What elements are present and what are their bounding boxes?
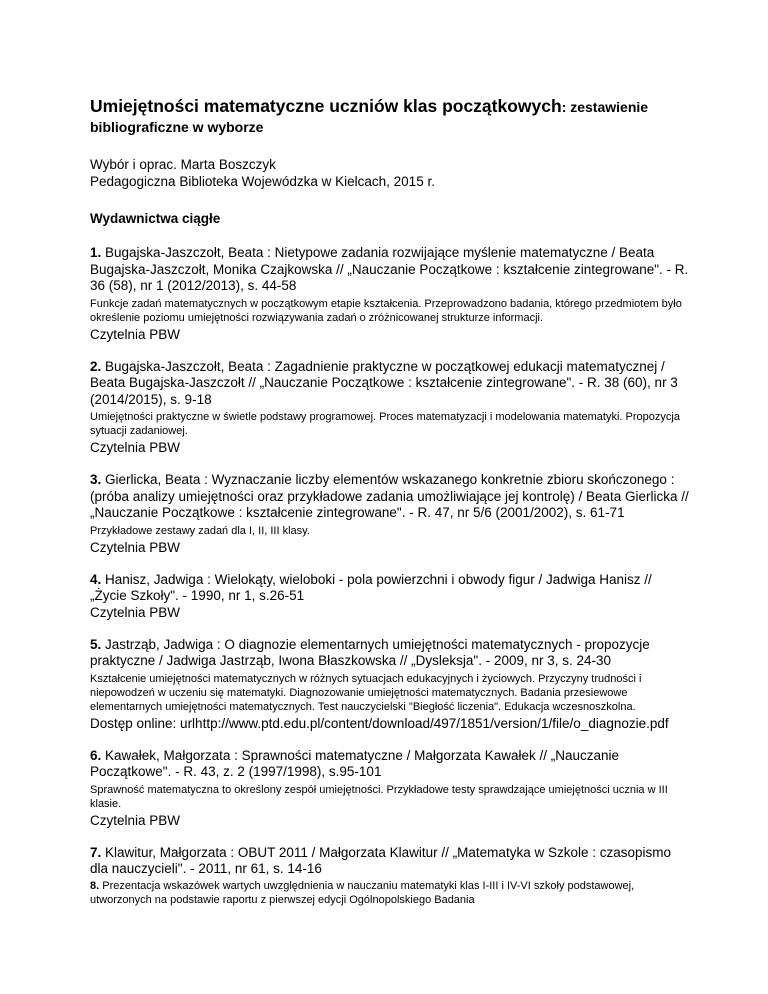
entry-citation	[90, 245, 690, 295]
entry-annotation: Kształcenie umiejętności matematycznych w różnych sytuacjach edukacyjnych i życiowych. Przyczyny trudności i niepowodzeń w uczeniu się matematyki. Diagnozowanie umiejętności matematycznych. Badania przesiewowe elementarnych umiejętności matematycznych. Test nauczycielski "Biegłość liczenia". Edukacja wczesnoszkolna.	[90, 672, 642, 713]
entry-citation	[90, 748, 690, 781]
title-sub: : zestawienie	[561, 99, 649, 115]
bibliography-entry-6	[90, 748, 690, 829]
bibliography-entry-4	[90, 572, 690, 621]
bibliography-entry-2	[90, 359, 690, 457]
entry-citation	[90, 472, 690, 522]
library-line: Pedagogiczna Biblioteka Wojewódzka w Kielcach, 2015 r.	[90, 174, 435, 189]
entry-citation-text: Hanisz, Jadwiga : Wielokąty, wieloboki - pola powierzchni i obwody figur / Jadwiga Hanisz // „Życie Szkoły". - 1990, nr 1, s.26-51	[90, 571, 652, 603]
bibliography-entry-1	[90, 245, 690, 343]
entry-location: Czytelnia PBW	[90, 812, 181, 828]
entry-annotation	[90, 879, 690, 907]
entry-citation	[90, 637, 690, 670]
title-main: Umiejętności matematyczne uczniów klas początkowych	[90, 96, 562, 116]
bibliography-entry-3	[90, 472, 690, 556]
document-page	[90, 95, 690, 923]
entry-annotation: Przykładowe zestawy zadań dla I, II, III klasy.	[90, 524, 310, 537]
bibliography-entry-5	[90, 637, 690, 732]
author-line: Wybór i oprac. Marta Boszczyk	[90, 157, 276, 172]
entry-number: 2.	[90, 358, 102, 374]
entry-annotation: Funkcje zadań matematycznych w początkowym etapie kształcenia. Przeprowadzono badania, którego przedmiotem było określenie poziomu umiejętności rozwiązywania zadań o zróżnicowanej strukturze informacji.	[90, 297, 682, 324]
entry-number: 6.	[90, 747, 102, 763]
entry-citation-text: Bugajska-Jaszczołt, Beata : Zagadnienie praktyczne w początkowej edukacji matematycznej / Beata Bugajska-Jaszczołt // „Nauczanie Początkowe : kształcenie zintegrowane". - R. 38 (60), nr 3 (2014/2015), s. 9-18	[90, 358, 678, 407]
entry-number: 3.	[90, 472, 102, 487]
document-title	[90, 95, 690, 118]
bibliography-entry-8	[90, 879, 690, 907]
entry-citation-text: Jastrząb, Jadwiga : O diagnozie elementarnych umiejętności matematycznych - propozycje praktyczne / Jadwiga Jastrząb, Iwona Błaszkowska // „Dysleksja". - 2009, nr 3, s. 24-30	[90, 636, 650, 668]
entry-number: 1.	[90, 245, 102, 260]
entry-location: Czytelnia PBW	[90, 326, 181, 342]
entry-location: Czytelnia PBW	[90, 604, 181, 620]
entry-online-link[interactable]: Dostęp online: urlhttp://www.ptd.edu.pl/content/download/497/1851/version/1/file/o_diagnozie.pdf	[90, 715, 669, 731]
entry-annotation: Sprawność matematyczna to określony zespół umiejętności. Przykładowe testy sprawdzające umiejętności ucznia w III klasie.	[90, 783, 668, 810]
entry-citation-text: Kawałek, Małgorzata : Sprawności matematyczne / Małgorzata Kawałek // „Nauczanie Początkowe". - R. 43, z. 2 (1997/1998), s.95-101	[90, 747, 620, 779]
entry-citation-text: Bugajska-Jaszczołt, Beata : Nietypowe zadania rozwijające myślenie matematyczne / Beata Bugajska-Jaszczołt, Monika Czajkowska // „Nauczanie Początkowe : kształcenie zintegrowane". - R. 36 (58), nr 1 (2012/2013), s. 44-58	[90, 245, 689, 293]
entry-location: Czytelnia PBW	[90, 440, 181, 455]
entry-number: 5.	[90, 636, 102, 652]
entry-citation-text: Klawitur, Małgorzata : OBUT 2011 / Małgorzata Klawitur // „Matematyka w Szkole : czasopismo dla nauczycieli". - 2011, nr 61, s. 14-16	[90, 844, 671, 876]
entry-number: 8.	[90, 879, 100, 892]
entry-number: 4.	[90, 571, 102, 587]
entry-annotation: Umiejętności praktyczne w świetle podstawy programowej. Proces matematyzacji i modelowania matematyki. Propozycja sytuacji zadaniowej.	[90, 411, 680, 437]
entry-citation	[90, 572, 690, 605]
entry-citation	[90, 359, 690, 409]
bibliography-entry-7	[90, 845, 690, 878]
section-heading: Wydawnictwa ciągłe	[90, 211, 221, 226]
document-title-line2: bibliograficzne w wyborze	[90, 119, 264, 135]
entry-citation	[90, 845, 690, 878]
entry-location: Czytelnia PBW	[90, 539, 181, 555]
entry-annotation-text: Prezentacja wskazówek wartych uwzględnienia w nauczaniu matematyki klas I-III i IV-VI szkoły podstawowej, utworzonych na podstawie raportu z pierwszej edycji Ogólnopolskiego Badania	[90, 879, 635, 906]
entry-citation-text: Gierlicka, Beata : Wyznaczanie liczby elementów wskazanego konkretnie zbioru skończonego : (próba analizy umiejętności oraz przykładowe zadania umożliwiające jej kontrolę) / Beata Gierlicka // „Nauczanie Początkowe : kształcenie zintegrowane". - R. 47, nr 5/6 (2001/2002), s. 61-71	[90, 472, 689, 520]
entry-number: 7.	[90, 844, 102, 860]
